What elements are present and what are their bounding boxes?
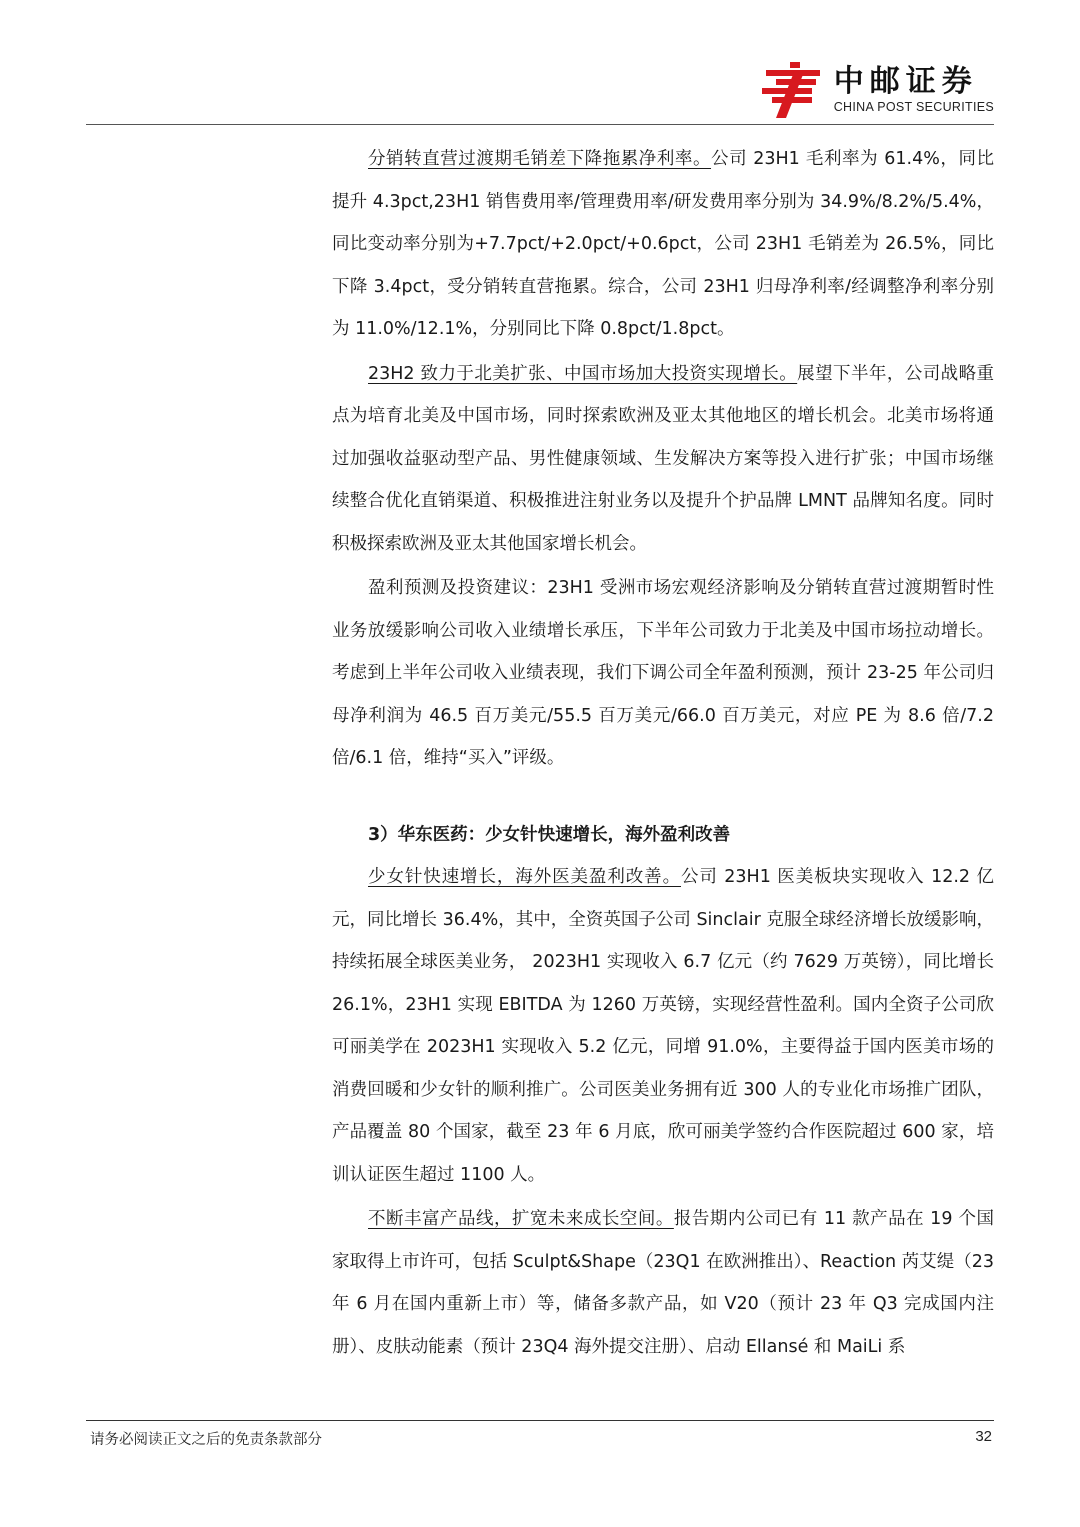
brand-name-cn: 中邮证券 (833, 64, 978, 99)
report-body (332, 138, 994, 1368)
footer-divider (86, 1420, 994, 1421)
paragraph-lead: 不断丰富产品线，扩宽未来成长空间。 (368, 1209, 674, 1229)
paragraph-margin-analysis (332, 138, 994, 351)
paragraph-text: 报告期内公司已有 11 款产品在 19 个国家取得上市许可，包括 Sculpt&Shape（23Q1 在欧洲推出）、Reaction 芮艾缇（23 年 6 月在国内重新上市）等，储备多款产品，如 V20（预计 23 年 Q3 完成国内注册）、皮肤动能素（预计 23Q4 海外提交注册）、启动 Ellansé 和 MaiLi 系 (332, 1209, 994, 1357)
page-number: 32 (975, 1428, 992, 1445)
brand-logo (760, 60, 994, 120)
paragraph-h2-outlook (332, 353, 994, 566)
section-heading: 3）华东医药：少女针快速增长，海外盈利改善 (368, 824, 731, 845)
brand-name-en: CHINA POST SECURITIES (833, 100, 994, 114)
paragraph-text: 盈利预测及投资建议：23H1 受洲市场宏观经济影响及分销转直营过渡期暂时性业务放缓影响公司收入业绩增长承压，下半年公司致力于北美及中国市场拉动增长。考虑到上半年公司收入业绩表现，我们下调公司全年盈利预测，预计 23-25 年公司归母净利润为 46.5 百万美元/55.5 百万美元/66.0 百万美元，对应 PE 为 8.6 倍/7.2 倍/6.1 倍，维持“买入”评级。 (332, 578, 994, 768)
paragraph-lead: 分销转直营过渡期毛销差下降拖累净利率。 (368, 149, 712, 169)
paragraph-aesthetics-growth (332, 856, 994, 1196)
paragraph-text: 展望下半年，公司战略重点为培育北美及中国市场，同时探索欧洲及亚太其他地区的增长机会。北美市场将通过加强收益驱动型产品、男性健康领域、生发解决方案等投入进行扩张；中国市场继续整合优化直销渠道、积极推进注射业务以及提升个护品牌 LMNT 品牌知名度。同时积极探索欧洲及亚太其他国家增长机会。 (332, 363, 995, 554)
paragraph-product-line (332, 1198, 994, 1368)
paragraph-lead: 少女针快速增长，海外医美盈利改善。 (368, 867, 681, 887)
paragraph-lead: 23H2 致力于北美扩张、中国市场加大投资实现增长。 (368, 363, 798, 384)
header-divider (86, 124, 994, 125)
china-post-logo-icon (760, 60, 826, 120)
footer-disclaimer: 请务必阅读正文之后的免责条款部分 (90, 1432, 322, 1448)
paragraph-text: 公司 23H1 毛利率为 61.4%，同比提升 4.3pct,23H1 销售费用率/管理费用率/研发费用率分别为 34.9%/8.2%/5.4%，同比变动率分别为+7.7pct/+2.0pct/+0.6pct，公司 23H1 毛销差为 26.5%，同比下降 3.4pct，受分销转直营拖累。综合，公司 23H1 归母净利率/经调整净利率分别为 11.0%/12.1%，分别同比下降 0.8pct/1.8pct。 (332, 149, 994, 339)
paragraph-forecast (332, 567, 994, 780)
paragraph-text: 公司 23H1 医美板块实现收入 12.2 亿元，同比增长 36.4%，其中，全资英国子公司 Sinclair 克服全球经济增长放缓影响，持续拓展全球医美业务， 2023H1 实现收入 6.7 亿元（约 7629 万英镑），同比增长 26.1%，23H1 实现 EBITDA 为 1260 万英镑，实现经营性盈利。国内全资子公司欣可丽美学在 2023H1 实现收入 5.2 亿元，同增 91.0%，主要得益于国内医美市场的消费回暖和少女针的顺利推广。公司医美业务拥有近 300 人的专业化市场推广团队，产品覆盖 80 个国家，截至 23 年 6 月底，欣可丽美学签约合作医院超过 600 家，培训认证医生超过 1100 人。 (332, 867, 995, 1185)
